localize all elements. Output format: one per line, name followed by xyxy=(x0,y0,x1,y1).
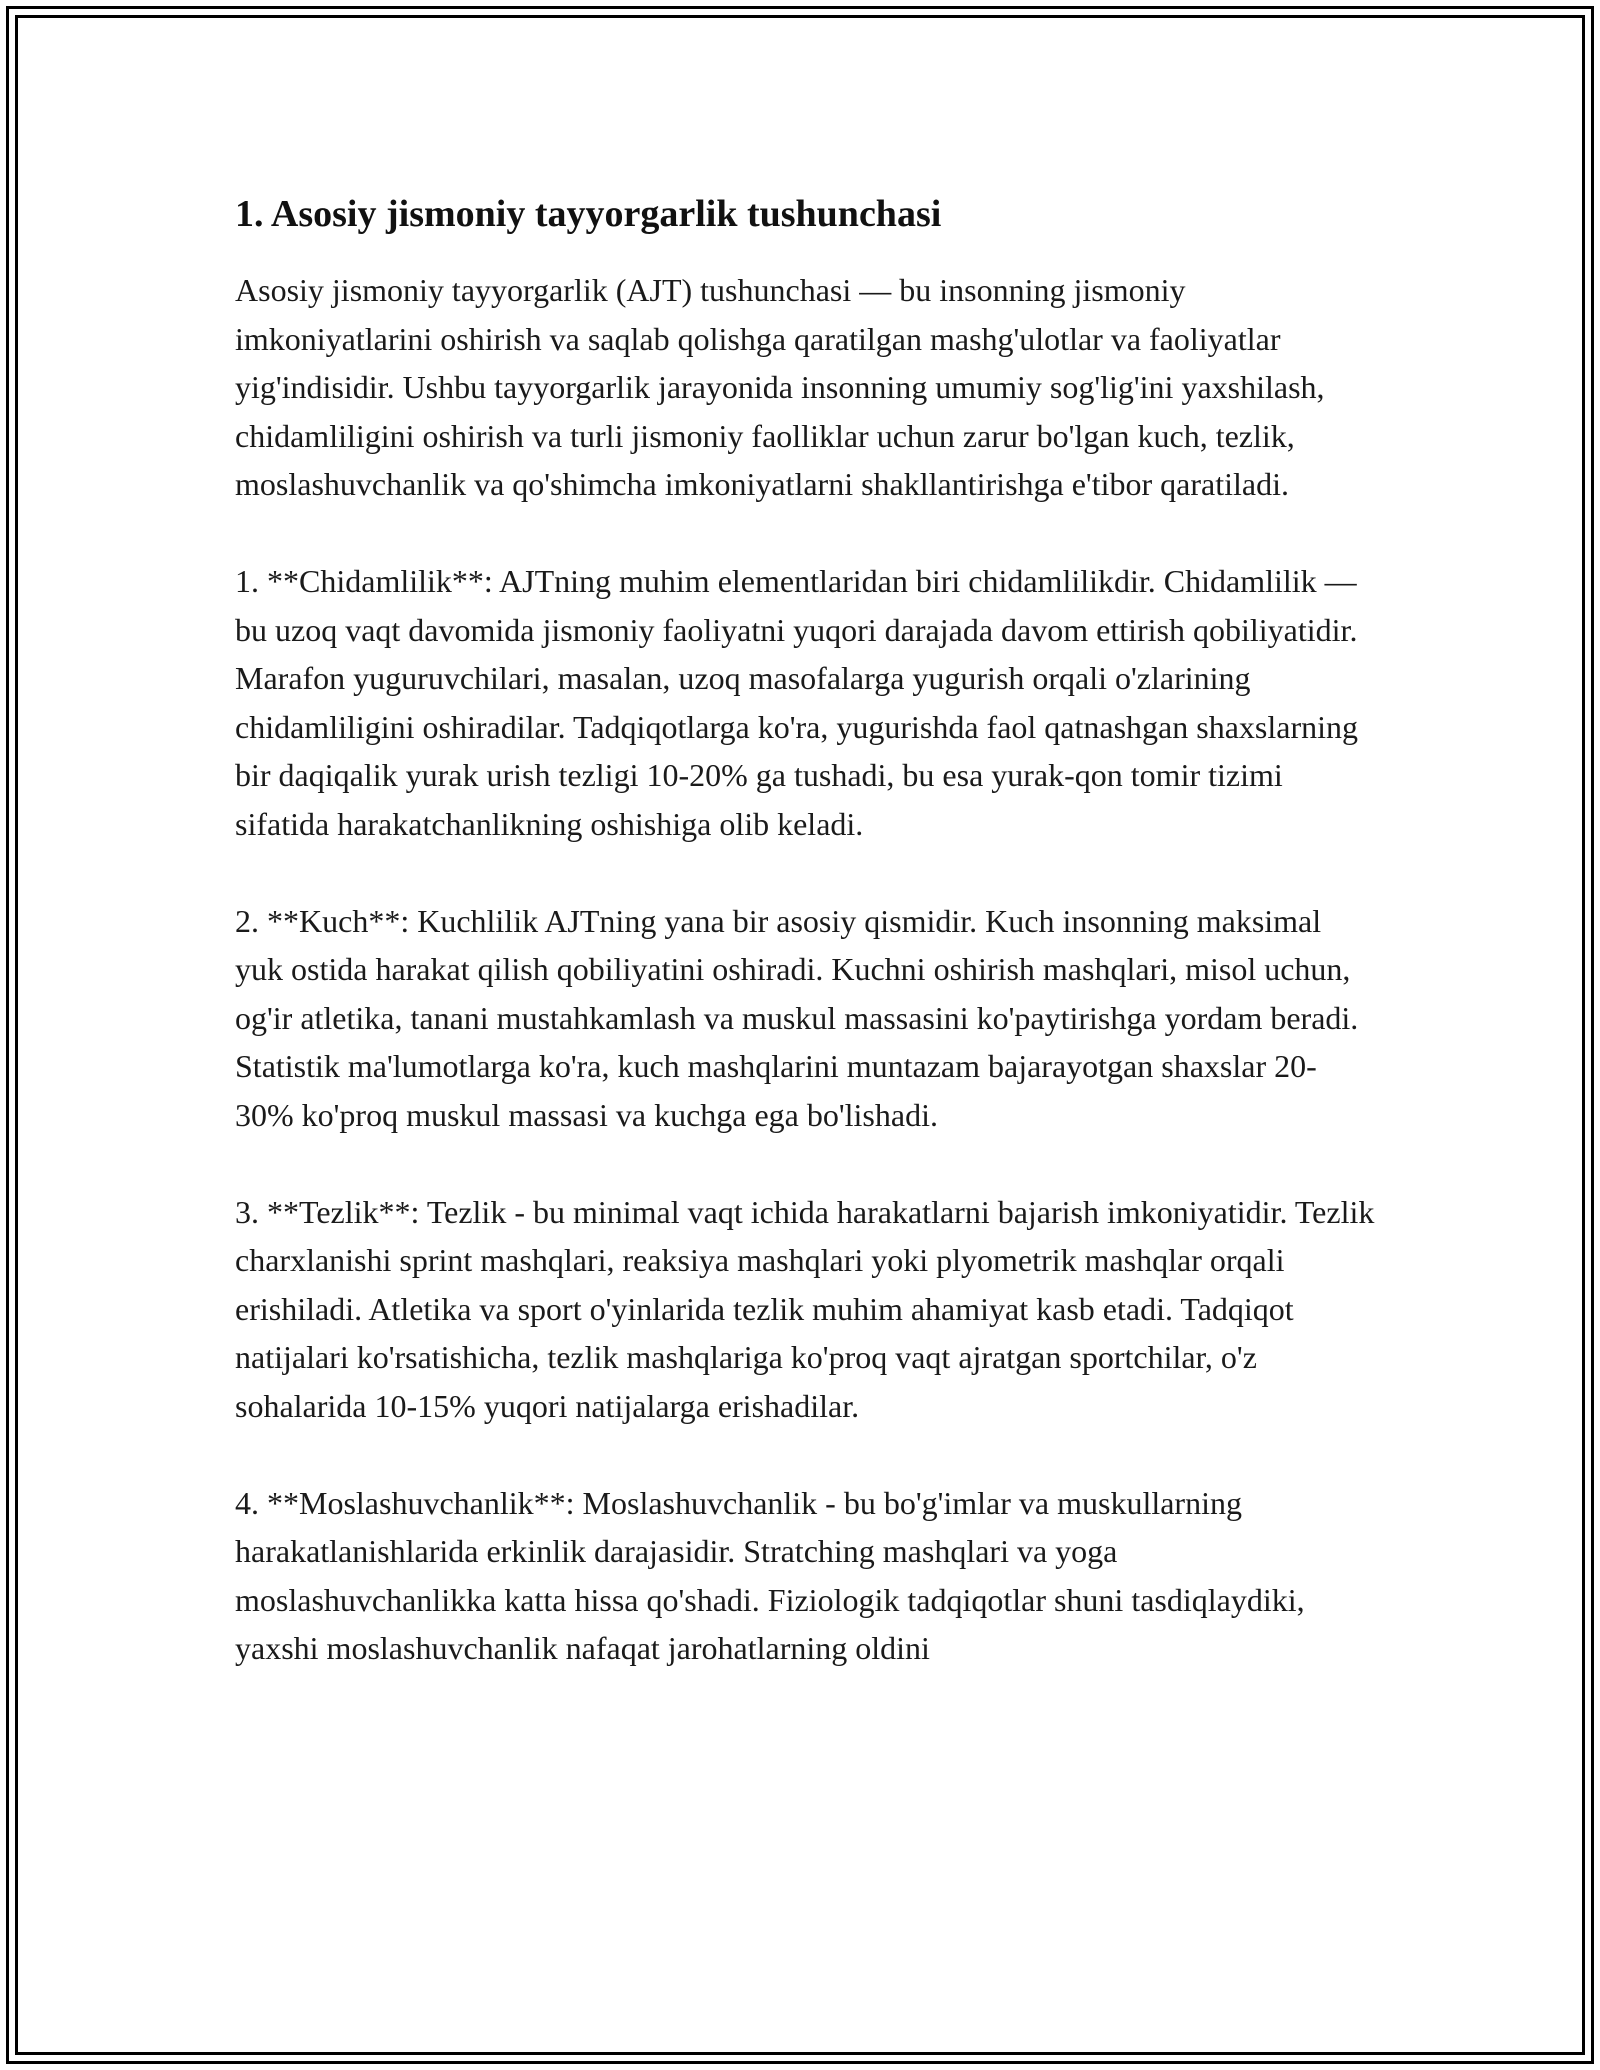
section-heading: 1. Asosiy jismoniy tayyorgarlik tushunchasi xyxy=(235,193,942,235)
paragraph-tezlik: 3. **Tezlik**: Tezlik - bu minimal vaqt ichida harakatlarni bajarish imkoniyatidir. Tezlik charxlanishi sprint mashqlari, reaksiya mashqlari yoki plyometrik mashqlar orqali erishiladi. Atletika va sport o'yinlarida tezlik muhim ahamiyat kasb etadi. Tadqiqot natijalari ko'rsatishicha, tezlik mashqlariga ko'proq vaqt ajratgan sportchilar, o'z sohalarida 10-15% yuqori natijalarga erishadilar. xyxy=(235,1193,1375,1424)
intro-paragraph: Asosiy jismoniy tayyorgarlik (AJT) tushunchasi — bu insonning jismoniy imkoniyatlarini oshirish va saqlab qolishga qaratilgan mashg'ulotlar va faoliyatlar yig'indisidir. Ushbu tayyorgarlik jarayonida insonning umumiy sog'lig'ini yaxshilash, chidamliligini oshirish va turli jismoniy faolliklar uchun zarur bo'lgan kuch, tezlik, moslashuvchanlik va qo'shimcha imkoniyatlarni shakllantirishga e'tibor qaratiladi. xyxy=(235,272,1325,502)
paragraph-chidamlilik: 1. **Chidamlilik**: AJTning muhim elementlaridan biri chidamlilikdir. Chidamlilik — bu uzoq vaqt davomida jismoniy faoliyatni yuqori darajada davom ettirish qobiliyatidir. Marafon yuguruvchilari, masalan, uzoq masofalarga yugurish orqali o'zlarining chidamliligini oshiradilar. Tadqiqotlarga ko'ra, yugurishda faol qatnashgan shaxslarning bir daqiqalik yurak urish tezligi 10-20% ga tushadi, bu esa yurak-qon tomir tizimi sifatida harakatchanlikning oshishiga olib keladi. xyxy=(235,563,1358,842)
paragraph-moslashuvchanlik: 4. **Moslashuvchanlik**: Moslashuvchanlik - bu bo'g'imlar va muskullarning harakatlanishlarida erkinlik darajasidir. Stratching mashqlari va yoga moslashuvchanlikka katta hissa qo'shadi. Fiziologik tadqiqotlar shuni tasdiqlaydiki, yaxshi moslashuvchanlik nafaqat jarohatlarning oldini xyxy=(235,1484,1305,1666)
paragraph-kuch: 2. **Kuch**: Kuchlilik AJTning yana bir asosiy qismidir. Kuch insonning maksimal yuk ostida harakat qilish qobiliyatini oshiradi. Kuchni oshirish mashqlari, misol uchun, og'ir atletika, tanani mustahkamlash va muskul massasini ko'paytirishga yordam beradi. Statistik ma'lumotlarga ko'ra, kuch mashqlarini muntazam bajarayotgan shaxslar 20-30% ko'proq muskul massasi va kuchga ega bo'lishadi. xyxy=(235,902,1359,1133)
document-body xyxy=(235,188,1375,1673)
